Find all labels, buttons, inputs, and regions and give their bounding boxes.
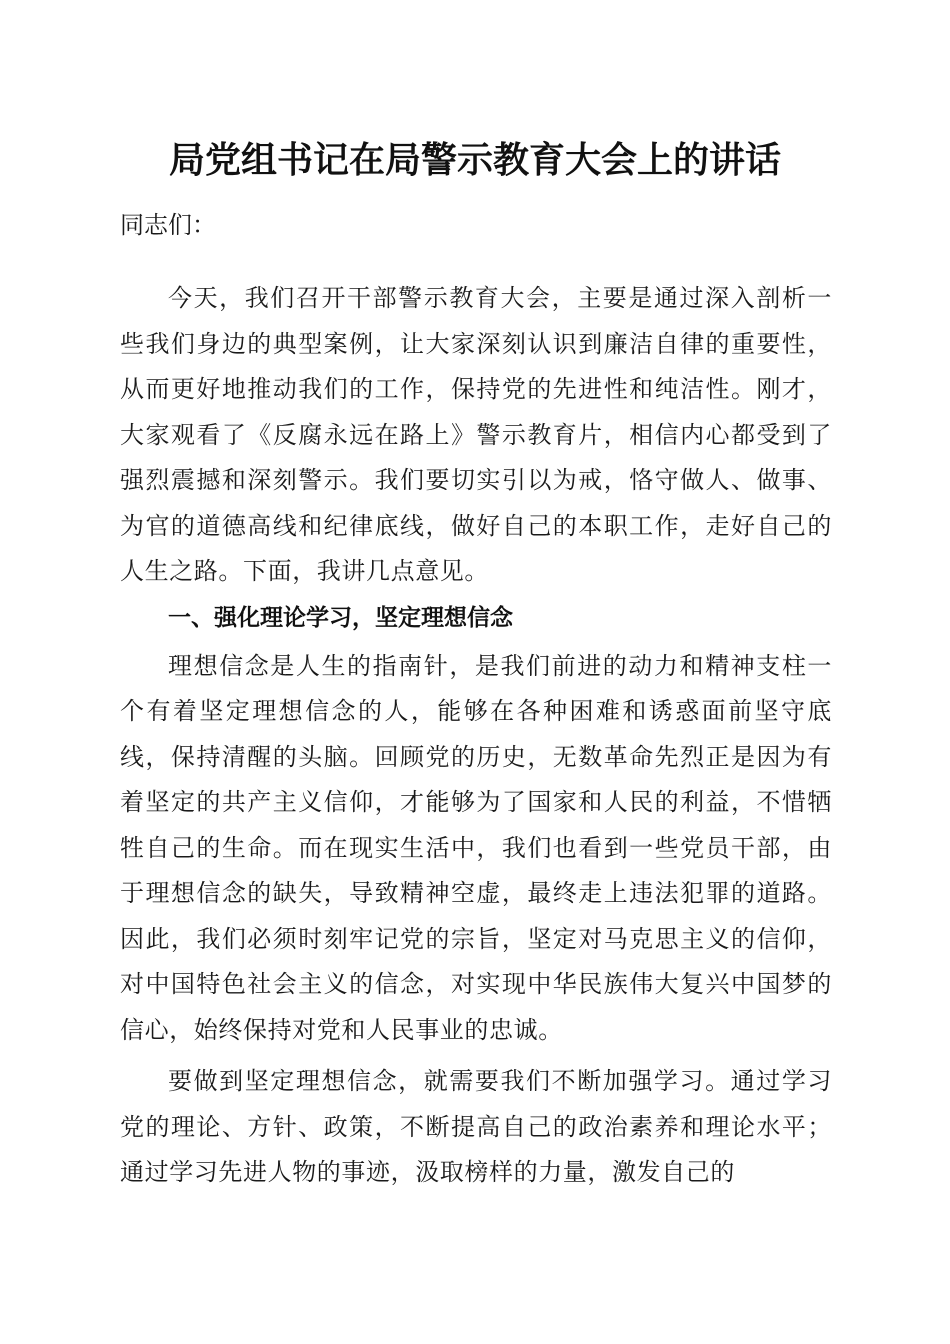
paragraph-study: 要做到坚定理想信念，就需要我们不断加强学习。通过学习党的理论、方针、政策，不断提高自己的政治素养和理论水平；通过学习先进人物的事迹，汲取榜样的力量，激发自己的 — [120, 1067, 832, 1186]
paragraph-intro: 今天，我们召开干部警示教育大会，主要是通过深入剖析一些我们身边的典型案例，让大家深刻认识到廉洁自律的重要性，从而更好地推动我们的工作，保持党的先进性和纯洁性。刚才，大家观看了《反腐永远在路上》警示教育片，相信内心都受到了强烈震撼和深刻警示。我们要切实引以为戒，恪守做人、做事、为官的道德高线和纪律底线，做好自己的本职工作，走好自己的人生之路。下面，我讲几点意见。 — [120, 284, 832, 585]
section-heading: 一、强化理论学习，坚定理想信念 — [168, 604, 513, 631]
salutation: 同志们： — [120, 211, 216, 239]
document-title: 局党组书记在局警示教育大会上的讲话 — [168, 139, 781, 181]
document-body — [120, 203, 832, 1196]
paragraph-ideals: 理想信念是人生的指南针，是我们前进的动力和精神支柱一个有着坚定理想信念的人，能够在各种困难和诱惑面前坚守底线，保持清醒的头脑。回顾党的历史，无数革命先烈正是因为有着坚定的共产主义信仰，才能够为了国家和人民的利益，不惜牺牲自己的生命。而在现实生活中，我们也看到一些党员干部，由于理想信念的缺失，导致精神空虚，最终走上违法犯罪的道路。因此，我们必须时刻牢记党的宗旨，坚定对马克思主义的信仰，对中国特色社会主义的信念，对实现中华民族伟大复兴中国梦的信心，始终保持对党和人民事业的忠诚。 — [120, 651, 832, 1044]
